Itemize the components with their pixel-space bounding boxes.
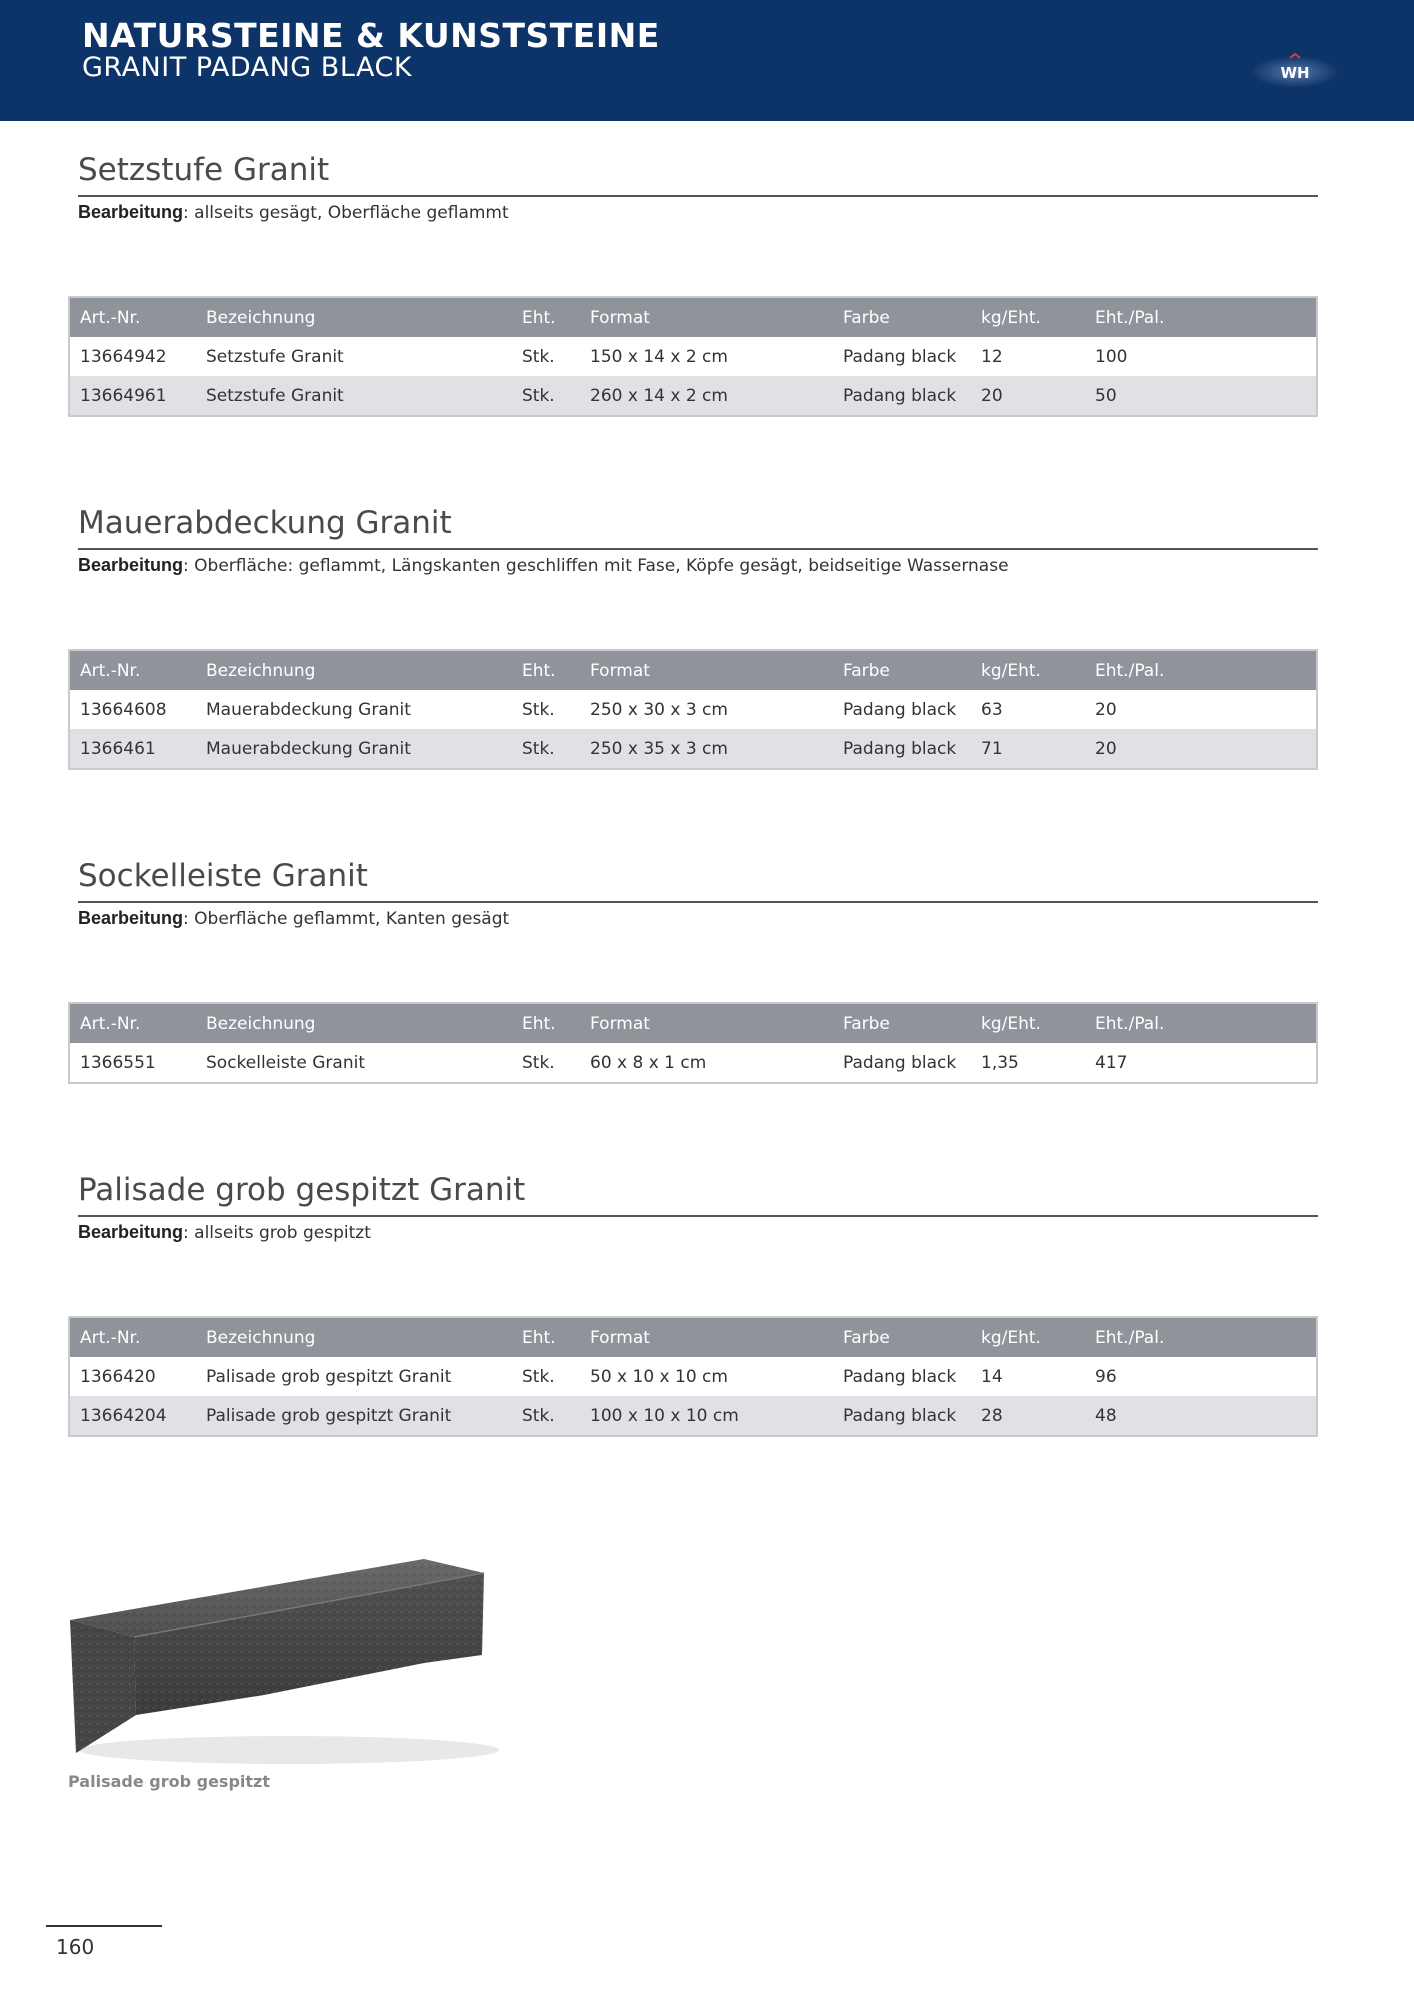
product-table-mauerabdeckung [68,649,1318,770]
col-eht: Eht. [512,650,580,690]
col-eht-pal: Eht./Pal. [1085,650,1317,690]
cell-eht: Stk. [522,1052,555,1073]
section-description: Bearbeitung: Oberfläche geflammt, Kanten gesägt [78,908,510,929]
col-kg-eht: kg/Eht. [971,650,1085,690]
cell-eht: Stk. [522,699,555,720]
table-row [69,1043,1317,1083]
section-divider [78,901,1318,903]
section-title: Sockelleiste Granit [78,858,368,894]
col-farbe: Farbe [833,1003,971,1043]
cell-bezeichnung: Palisade grob gespitzt Granit [196,1396,512,1436]
cell-eht: Stk. [512,729,580,769]
cell-bezeichnung: Palisade grob gespitzt Granit [206,1366,452,1387]
cell-kg-eht: 71 [971,729,1085,769]
cell-kg-eht: 1,35 [981,1052,1019,1073]
col-eht-pal: Eht./Pal. [1085,1317,1317,1357]
product-table-setzstufe [68,296,1318,417]
section-divider [78,1215,1318,1217]
cell-eht-pal: 417 [1095,1052,1128,1073]
col-farbe: Farbe [833,1317,971,1357]
cell-farbe: Padang black [833,729,971,769]
col-format: Format [580,1317,833,1357]
cell-kg-eht: 28 [971,1396,1085,1436]
cell-eht: Stk. [512,1396,580,1436]
cell-farbe: Padang black [833,1396,971,1436]
col-eht: Eht. [512,1317,580,1357]
section-description: Bearbeitung: allseits grob gespitzt [78,1222,371,1243]
col-kg-eht: kg/Eht. [971,297,1085,337]
cell-eht-pal: 96 [1095,1366,1117,1387]
col-bezeichnung: Bezeichnung [196,1003,512,1043]
table-header-row [69,650,1317,690]
cell-eht-pal: 100 [1095,346,1128,367]
cell-format: 250 x 35 x 3 cm [580,729,833,769]
col-art-nr: Art.-Nr. [69,650,196,690]
section-divider [78,195,1318,197]
page-header [0,0,1414,121]
cell-bezeichnung: Setzstufe Granit [196,376,512,416]
table-row [69,1396,1317,1436]
cell-art-nr: 13664608 [80,699,167,720]
col-eht: Eht. [512,1003,580,1043]
cell-eht: Stk. [522,1366,555,1387]
cell-format: 250 x 30 x 3 cm [590,699,728,720]
header-category: NATURSTEINE & KUNSTSTEINE [82,16,660,55]
table-header-row [69,1317,1317,1357]
col-format: Format [580,1003,833,1043]
table-row [69,1357,1317,1396]
col-bezeichnung: Bezeichnung [196,297,512,337]
table-header-row [69,1003,1317,1043]
page-number: 160 [56,1935,95,1959]
col-kg-eht: kg/Eht. [971,1003,1085,1043]
section-title: Setzstufe Granit [78,152,330,188]
cell-bezeichnung: Sockelleiste Granit [206,1052,365,1073]
table-row [69,729,1317,769]
cell-eht: Stk. [512,376,580,416]
cell-farbe: Padang black [843,699,957,720]
cell-eht-pal: 20 [1095,699,1117,720]
col-art-nr: Art.-Nr. [69,1003,196,1043]
cell-format: 260 x 14 x 2 cm [580,376,833,416]
cell-bezeichnung: Mauerabdeckung Granit [206,699,411,720]
cell-farbe: Padang black [843,1366,957,1387]
section-divider [78,548,1318,550]
section-title: Palisade grob gespitzt Granit [78,1172,526,1208]
cell-bezeichnung: Mauerabdeckung Granit [196,729,512,769]
cell-format: 100 x 10 x 10 cm [580,1396,833,1436]
col-art-nr: Art.-Nr. [69,1317,196,1357]
section-title: Mauerabdeckung Granit [78,505,452,541]
col-farbe: Farbe [833,297,971,337]
col-eht-pal: Eht./Pal. [1085,1003,1317,1043]
col-bezeichnung: Bezeichnung [196,1317,512,1357]
col-eht-pal: Eht./Pal. [1085,297,1317,337]
col-art-nr: Art.-Nr. [69,297,196,337]
table-header-row [69,297,1317,337]
cell-eht: Stk. [522,346,555,367]
cell-eht-pal: 48 [1085,1396,1317,1436]
image-caption: Palisade grob gespitzt [68,1772,270,1791]
svg-text:WH: WH [1280,64,1310,82]
cell-format: 50 x 10 x 10 cm [590,1366,728,1387]
col-eht: Eht. [512,297,580,337]
cell-farbe: Padang black [843,1052,957,1073]
header-subtitle: GRANIT PADANG BLACK [82,52,413,83]
section-description: Bearbeitung: allseits gesägt, Oberfläche geflammt [78,202,509,223]
col-format: Format [580,297,833,337]
company-logo-icon [1250,52,1340,88]
footer-divider [46,1925,162,1927]
cell-kg-eht: 63 [981,699,1003,720]
cell-farbe: Padang black [843,346,957,367]
cell-art-nr: 1366461 [69,729,196,769]
cell-format: 60 x 8 x 1 cm [590,1052,707,1073]
cell-art-nr: 13664942 [80,346,167,367]
cell-eht-pal: 50 [1085,376,1317,416]
product-table-sockelleiste [68,1002,1318,1084]
palisade-product-image [64,1545,504,1775]
cell-kg-eht: 20 [971,376,1085,416]
cell-art-nr: 13664961 [69,376,196,416]
cell-kg-eht: 12 [981,346,1003,367]
cell-format: 150 x 14 x 2 cm [590,346,728,367]
section-description: Bearbeitung: Oberfläche: geflammt, Längskanten geschliffen mit Fase, Köpfe gesägt, beidseitige Wassernase [78,555,1009,576]
cell-art-nr: 13664204 [69,1396,196,1436]
col-bezeichnung: Bezeichnung [196,650,512,690]
cell-bezeichnung: Setzstufe Granit [206,346,344,367]
col-format: Format [580,650,833,690]
table-row [69,690,1317,729]
col-farbe: Farbe [833,650,971,690]
cell-kg-eht: 14 [981,1366,1003,1387]
product-table-palisade [68,1316,1318,1437]
table-row [69,376,1317,416]
cell-art-nr: 1366551 [80,1052,156,1073]
cell-farbe: Padang black [833,376,971,416]
cell-art-nr: 1366420 [80,1366,156,1387]
table-row [69,337,1317,376]
cell-eht-pal: 20 [1085,729,1317,769]
col-kg-eht: kg/Eht. [971,1317,1085,1357]
